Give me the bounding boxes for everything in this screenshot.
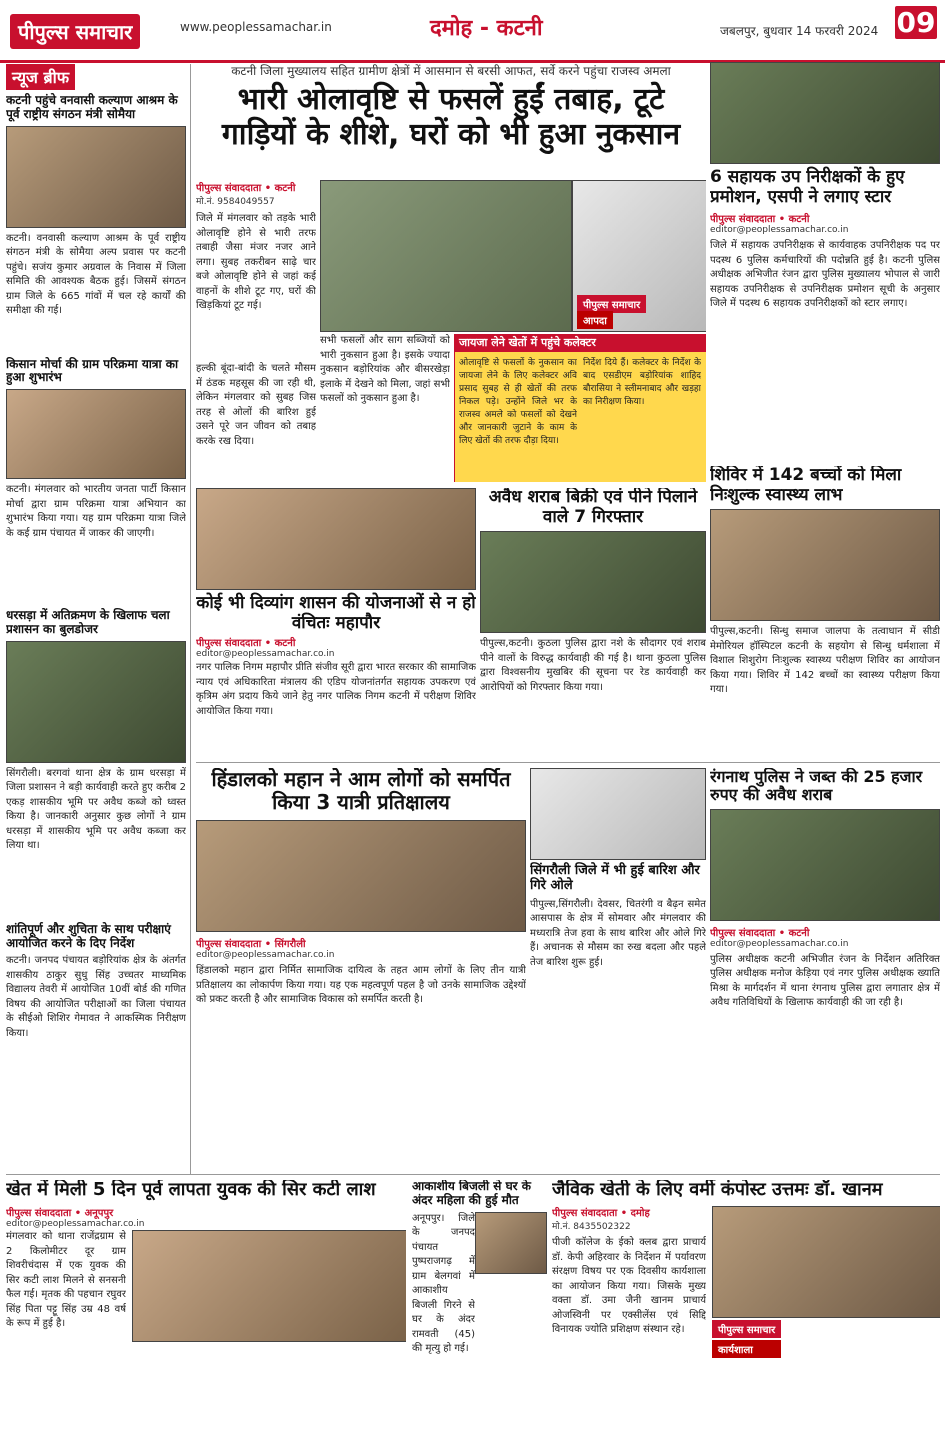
brief-1-headline: कटनी पहुंचे वनवासी कल्याण आश्रम के पूर्व राष्ट्रीय संगठन मंत्री सोमैया (6, 93, 178, 121)
organic-body: पीजी कॉलेज के ईको क्लब द्वारा प्राचार्य डॉ. केपी अहिरवार के निर्देशन में पर्यावरण संरक्षण विषय पर एक दिवसीय कार्यशाला का आयोजन किया गया। जिसके मुख्य वक्ता डॉ. उमा जैनी खानम प्राचार्य ओजस्विनी पर एक्सीलेंस एवं सिद्दि विनायक ज्योति प्रशिक्षण संस्थान रहे। (552, 1237, 706, 1335)
lead-byline-block (196, 180, 316, 207)
singrauli-rain-body: पीपुल्स,सिंगरौली। देवसर, चितरंगी व बैढ़न समेत आसपास के क्षेत्र में सोमवार और मंगलवार की मध्यरात्रि तेज हवा के साथ बारिश और ओले गिरे हैं। अचानक से मौसम का रुख बदला और पहले तेज बारिश शुरू हुई। (530, 898, 706, 968)
brief-2-body: कटनी। मंगलवार को भारतीय जनता पार्टी किसान मोर्चा द्वारा ग्राम परिक्रमा यात्रा अभियान का शुभारंभ किया गया। यह ग्राम परिक्रमा यात्रा जिले के कई ग्राम पंचायत में जाकर की जाएगी। (6, 484, 186, 539)
rangnath-story (710, 768, 940, 1168)
lightning-photo (475, 1212, 547, 1274)
mayor-email: editor@peoplessamachar.co.in (196, 649, 335, 660)
hindalco-story (196, 768, 526, 1168)
lead-headline: भारी ओलावृष्टि से फसलें हुईं तबाह, टूटे गाड़ियों के शीशे, घरों को भी हुआ नुकसान (221, 82, 681, 152)
lead-body-3: सभी फसलों और साग सब्जियों को भारी नुकसान हुआ है। इसके ज्यादा नुकसान बड़ोरियांक और बीसरखेड़ा इलाके में देखने को मिला, जहां सभी फसलों को नुकसान हुआ है। (320, 335, 450, 404)
brief-3-photo (6, 641, 186, 763)
organic-photo (712, 1206, 940, 1318)
hindalco-photo (196, 820, 526, 932)
hindalco-email: editor@peoplessamachar.co.in (196, 950, 335, 960)
organic-byline: पीपुल्स संवाददाता • दमोह (552, 1207, 650, 1219)
health-body: पीपुल्स,कटनी। सिन्धु समाज जालपा के तत्वाधान में सीडी मेमोरियल हॉस्पिटल कटनी के सहयोग से सिन्धु धर्मशाला में विशाल शिशुरोग निःशुल्क स्वास्थ्य परीक्षण शिविर का आयोजन किया गया। शिविर में 142 बच्चों का स्वास्थ्य परीक्षण किया गया। (710, 626, 940, 696)
lead-photo-tag: पीपुल्स समाचार (577, 295, 646, 313)
organic-tag-block (712, 1320, 781, 1358)
collector-callout (454, 334, 706, 482)
organic-story (552, 1180, 940, 1440)
promotion-story (710, 62, 940, 462)
brief-1-photo (6, 126, 186, 228)
lead-mobile: मो.नं. 9584049557 (196, 197, 275, 207)
missing-byline: पीपुल्स संवाददाता • अनूपपुर (6, 1207, 114, 1219)
organic-tag-2: कार्यशाला (712, 1340, 781, 1358)
missing-email: editor@peoplessamachar.co.in (6, 1218, 145, 1229)
organic-tag: पीपुल्स समाचार (712, 1320, 781, 1338)
liquor-headline: अवैध शराब बिक्री एवं पीने पिलाने वाले 7 गिरफ्तार (488, 488, 698, 527)
missing-body: मंगलवार को थाना राजेंद्रग्राम से 2 किलोमीटर दूर ग्राम शिवरीचंदास में एक युवक की सिर कटी लाश मिलने से सनसनी फैल गई। मृतक की पहचान रघुवर सिंह पिता पट्टू सिंह उम्र 48 वर्ष के रूप में हुई है। (6, 1231, 126, 1329)
page-number: 09 (896, 6, 936, 39)
rangnath-body: पुलिस अधीक्षक कटनी अभिजीत रंजन के निर्देशन अतिरिक्त पुलिस अधीक्षक मनोज केड़िया एवं नगर पुलिस अधीक्षक ख्याति मिश्रा के मार्गदर्शन में थाना रंगनाथ पुलिस द्वारा लगातार क्षेत्र में अवैध गतिविधियों के खिलाफ कार्यवाही की जा रही है। (710, 953, 940, 1009)
brief-4-body: कटनी। जनपद पंचायत बड़ोरियांक क्षेत्र के अंतर्गत शासकीय ठाकुर सुधु सिंह उच्चतर माध्यमिक विद्यालय तेवरी में आयोजित 10वीं बोर्ड की गणित विषय की आयोजित परीक्षाओं का जिला पंचायत के सीईओ शिशिर गेमावत ने आकस्मिक निरीक्षण किया। (6, 955, 186, 1039)
liquor-body: पीपुल्स,कटनी। कुठला पुलिस द्वारा नशे के सौदागर एवं शराब पीने वालों के विरुद्ध कार्यवाही की गई है। थाना कुठला पुलिस द्वारा विश्वसनीय मुखबिर की सूचना पर रेड कार्यवाही कर आरोपियों को गिरफ्तार किया गया। (480, 638, 706, 693)
lead-kicker: कटनी जिला मुख्यालय सहित ग्रामीण क्षेत्रों में आसमान से बरसी आफत, सर्वे करने पहुंचा राजस्व अमला (231, 64, 671, 78)
rangnath-email: editor@peoplessamachar.co.in (710, 938, 849, 949)
liquor-photo (480, 531, 706, 633)
newspaper-logo: पीपुल्स समाचार (10, 14, 140, 49)
mayor-byline: पीपुल्स संवाददाता • कटनी (196, 638, 296, 650)
singrauli-rain-photo (530, 768, 706, 860)
health-story (710, 466, 940, 756)
lightning-story (412, 1180, 547, 1440)
mayor-body: नगर पालिक निगम महापौर प्रीति संजीव सूरी द्वारा भारत सरकार की सामाजिक न्याय एवं अधिकारिता मंत्रालय की एडिप योजनांतर्गत सहायक उपकरण एवं कृत्रिम अंग प्रदाय किये जाने हेतु नगर पालिक निगम कटनी में परीक्षण शिविर आयोजित किया गया। (196, 662, 476, 717)
hindalco-byline: पीपुल्स संवाददाता • सिंगरौली (196, 939, 306, 950)
issue-date: जबलपुर, बुधवार 14 फरवरी 2024 (720, 24, 879, 38)
lead-byline: पीपुल्स संवाददाता • कटनी (196, 183, 296, 194)
hindalco-headline: हिंडालको महान ने आम लोगों को समर्पित किया 3 यात्री प्रतिक्षालय (211, 768, 511, 814)
brief-4-headline: शांतिपूर्ण और शुचिता के साथ परीक्षाएं आयोजित करने के दिए निर्देश (6, 921, 171, 950)
rangnath-byline: पीपुल्स संवाददाता • कटनी (710, 927, 810, 939)
promotion-email: editor@peoplessamachar.co.in (710, 225, 849, 236)
promotion-body: जिले में सहायक उपनिरीक्षक से कार्यवाहक उपनिरीक्षक पद पर पदस्थ 6 पुलिस कर्मचारियों की पदोन्नति हुई है। कटनी पुलिस अधीक्षक अभिजीत रंजन द्वारा पुलिस मुख्यालय भोपाल से जारी सहायक उपनिरीक्षक से उपनिरीक्षक प्रमोशन सूची के अनुसार जिले में पदस्थ 6 सहायक उपनिरीक्षकों को स्टार लगाए। (710, 240, 940, 310)
edition-title: दमोह - कटनी (430, 16, 543, 41)
brief-2-headline: किसान मोर्चा की ग्राम परिक्रमा यात्रा का हुआ शुभारंभ (6, 356, 179, 385)
brief-2-photo (6, 389, 186, 479)
bottom-divider (6, 1174, 940, 1175)
hindalco-body: हिंडालको महान द्वारा निर्मित सामाजिक दायित्व के तहत आम लोगों के लिए तीन यात्री प्रतिक्षालय का लोकार्पण किया गया। यह एक महत्वपूर्ण पहल है जो उनके सामाजिक उद्देश्यों को प्रकट करती है और सामाजिक विकास को समर्पित करती है। (196, 965, 526, 1005)
brief-3-headline: धरसड़ा में अतिक्रमण के खिलाफ चला प्रशासन का बुलडोजर (6, 608, 170, 636)
mayor-headline: कोई भी दिव्यांग शासन की योजनाओं से न हो वंचितः महापौर (196, 593, 476, 633)
collector-headline: जायजा लेने खेतों में पहुंचे कलेक्टर (455, 335, 706, 352)
health-photo (710, 509, 940, 621)
lead-body-2: हल्की बूंदा-बांदी के चलते मौसम में ठंडक महसूस की जा रही थी, लेकिन मंगलवार को सुबह जिस तरह से ओलों की बारिश हुई उसने पूरे जन जीवन को तबाह करके रख दिया। (196, 363, 316, 447)
brief-1-body: कटनी। वनवासी कल्याण आश्रम के पूर्व राष्ट्रीय संगठन मंत्री के सोमैया अल्प प्रवास पर कटनी पहुंचे। सजंय कुमार अग्रवाल के निवास में जिला समिति की आवश्यक बैठक हुई। जिसमें संगठन ग्राम जिले के 665 गांवों में चल रहे कार्यों की समीक्षा की गई। (6, 232, 186, 317)
lightning-headline: आकाशीय बिजली से घर के अंदर महिला की हुई मौत (412, 1180, 531, 1207)
lead-photo-tag-2: आपदा (577, 311, 613, 329)
masthead (0, 0, 945, 63)
lead-story (196, 62, 706, 482)
lead-photo-hail (572, 180, 706, 332)
singrauli-rain-headline: सिंगरौली जिले में भी हुई बारिश और गिरे ओले (530, 863, 700, 893)
health-headline: शिविर में 142 बच्चों को मिला निःशुल्क स्वास्थ्य लाभ (710, 466, 902, 505)
organic-headline: जैविक खेती के लिए वर्मी कंपोस्ट उत्तमः डॉ. खानम (552, 1180, 883, 1200)
rangnath-photo (710, 809, 940, 921)
brief-3-body: सिंगरौली। बरगवां थाना क्षेत्र के ग्राम धरसड़ा में जिला प्रशासन ने बड़ी कार्यवाही करते हुए करीब 2 एकड़ शासकीय भूमि पर अवैध कब्जे को ध्वस्त किया है। जानकारी अनुसार कुछ लोगों ने ग्राम धरसड़ा में शासकीय भूमि पर अवैध कब्जा कर लिया था। (6, 767, 186, 852)
news-brief-label: न्यूज ब्रीफ (6, 64, 75, 90)
lightning-body: अनूपपुर। जिले के जनपद पंचायत पुष्पराजगढ़ में ग्राम बेलगवां में आकाशीय बिजली गिरने से घर के अंदर रामवती (45) की मृत्यु हो गई। (412, 1212, 475, 1355)
collector-body-2: निर्देश दिये हैं। कलेक्टर के निर्देश के बाद एसडीएम बड़ोरियांक शाहिद बौरासिया ने स्लीमनाबाद और खड़हा का निरीक्षण किया। (583, 358, 701, 408)
organic-mobile: मो.नं. 8435502322 (552, 1221, 631, 1232)
news-brief-column (6, 64, 186, 1164)
lead-photo-officials (320, 180, 572, 332)
mayor-story (196, 488, 476, 758)
missing-photo (132, 1230, 406, 1342)
rangnath-headline: रंगनाथ पुलिस ने जब्त की 25 हजार रुपए की अवैध शराब (710, 768, 923, 805)
missing-headline: खेत में मिली 5 दिन पूर्व लापता युवक की सिर कटी लाश (6, 1180, 376, 1200)
section-divider (196, 762, 940, 763)
promotion-byline: पीपुल्स संवाददाता • कटनी (710, 214, 810, 226)
singrauli-rain-story (530, 768, 706, 1168)
missing-story (6, 1180, 406, 1440)
promotion-photo (710, 62, 940, 164)
promotion-headline: 6 सहायक उप निरीक्षकों के हुए प्रमोशन, एसपी ने लगाए स्टार (710, 167, 905, 207)
mayor-photo (196, 488, 476, 590)
liquor-story (480, 488, 706, 758)
lead-body-1: जिले में मंगलवार को तड़के भारी ओलावृष्टि होने से भारी तरफ तबाही जैसा मंजर नजर आने लगा। सुबह तकरीबन साढ़े चार बजे ओलावृष्टि होने से जहां कई वाहनों के शीशे टूट गए, घरों की खिड़कियां टूट गई। (196, 213, 316, 311)
collector-body-1: ओलावृष्टि से फसलों के नुकसान का जायजा लेने के लिए कलेक्टर अवि प्रसाद सुबह से ही खेतों की तरफ निकल पड़े। उन्होंने जिले भर के राजस्व अमले को फसलों को देखने और जानकारी जुटाने के काम के लिए खेतों की तरफ दौड़ा दिया। (459, 358, 577, 447)
column-divider (190, 64, 191, 1174)
website-url[interactable]: www.peoplessamachar.in (180, 20, 332, 34)
